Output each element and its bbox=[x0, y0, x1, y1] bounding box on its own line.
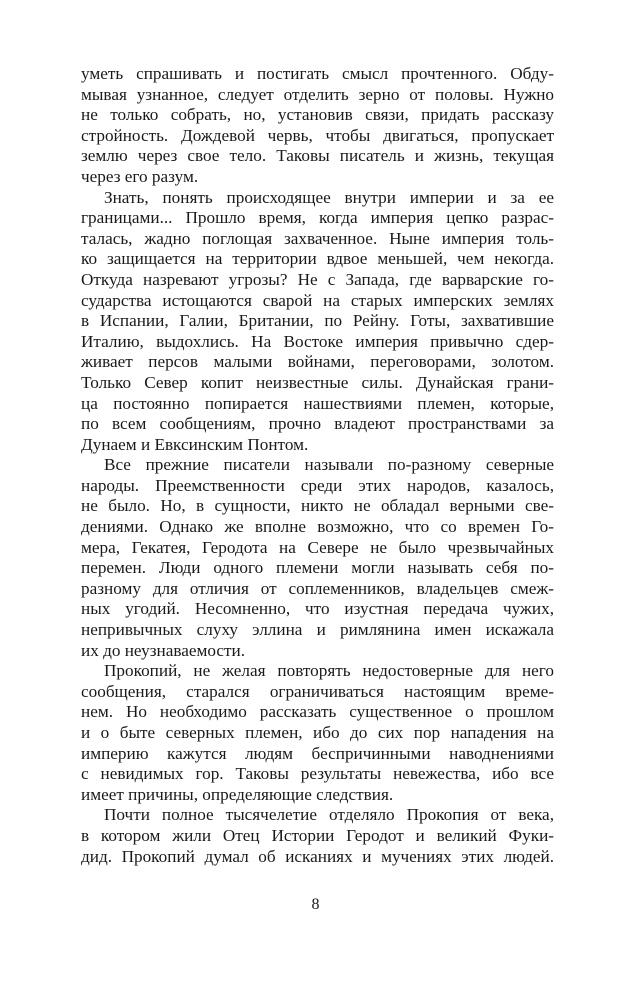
text-line: через его разум. bbox=[81, 166, 199, 186]
text-line: границами... Прошло время, когда империя цепко разрас- bbox=[81, 208, 554, 228]
text-line: непривычных слуху эллина и римлянина имен искажала bbox=[81, 620, 554, 640]
text-line: перемен. Люди одного племени могли называть себя по- bbox=[81, 558, 554, 578]
text-line: разному для отличия от соплеменников, владельцев смеж- bbox=[81, 578, 554, 598]
text-line: в котором жили Отец Истории Геродот и великий Фуки- bbox=[81, 825, 554, 845]
text-line: землю через свое тело. Таковы писатель и жизнь, текущая bbox=[81, 146, 554, 166]
text-line: их до неузнаваемости. bbox=[81, 640, 246, 660]
text-line: Только Север копит неизвестные силы. Дунайская грани- bbox=[81, 372, 554, 392]
text-line: Италию, выдохлись. На Востоке империя привычно сдер- bbox=[81, 331, 554, 351]
text-line: народы. Преемственности среди этих народов, казалось, bbox=[81, 475, 554, 495]
paragraph-first-line: Прокопий, не желая повторять недостоверные для него bbox=[104, 661, 554, 681]
text-line: имеет причины, определяющие следствия. bbox=[81, 784, 394, 804]
text-line: ко защищается на территории вдвое меньшей, чем некогда. bbox=[81, 249, 554, 269]
text-line: по всем сообщениям, прочно владеют пространствами за bbox=[81, 414, 554, 434]
text-line: ных угодий. Несомненно, что изустная передача чужих, bbox=[81, 599, 554, 619]
text-line: не только собрать, но, установив связи, придать рассказу bbox=[81, 105, 554, 125]
text-line: сударства истощаются сварой на старых имперских землях bbox=[81, 290, 554, 310]
text-line: сообщения, старался ограничиваться настоящим време- bbox=[81, 681, 554, 701]
text-line: уметь спрашивать и постигать смысл прочтенного. Обду- bbox=[81, 64, 554, 83]
paragraph-first-line: Знать, понять происходящее внутри империи и за ее bbox=[104, 187, 554, 207]
text-line: живает персов малыми войнами, переговорами, золотом. bbox=[81, 352, 554, 372]
body-text bbox=[81, 64, 554, 867]
text-line: талась, жадно поглощая захваченное. Ныне империя толь- bbox=[81, 228, 554, 248]
text-line: не было. Но, в сущности, никто не обладал верными све- bbox=[81, 496, 554, 516]
text-line: империю кажутся людям беспричинными наводнениями bbox=[81, 743, 554, 763]
text-line: дид. Прокопий думал об исканиях и мучениях этих людей. bbox=[81, 846, 554, 866]
paragraph-first-line: Все прежние писатели называли по-разному северные bbox=[104, 455, 554, 475]
text-line: ца постоянно попирается нашествиями племен, которые, bbox=[81, 393, 554, 413]
text-line: с невидимых гор. Таковы результаты невежества, ибо все bbox=[81, 764, 554, 784]
page-number: 8 bbox=[311, 896, 320, 913]
text-line: дениями. Однако же вполне возможно, что со времен Го- bbox=[81, 517, 554, 537]
text-line: мера, Гекатея, Геродота на Севере не было чрезвычайных bbox=[81, 537, 554, 557]
text-line: в Испании, Галии, Британии, по Рейну. Готы, захватившие bbox=[81, 311, 554, 331]
text-line: Откуда назревают угрозы? Не с Запада, где варварские го- bbox=[81, 269, 554, 289]
text-line: мывая узнанное, следует отделить зерно от половы. Нужно bbox=[81, 84, 554, 104]
text-line: нем. Но необходимо рассказать существенное о прошлом bbox=[81, 702, 554, 722]
text-line: Дунаем и Евксинским Понтом. bbox=[81, 434, 309, 454]
text-line: и о быте северных племен, ибо до сих пор нападения на bbox=[81, 723, 554, 742]
paragraph-first-line: Почти полное тысячелетие отделяло Прокопия от века, bbox=[104, 805, 554, 825]
text-line: стройность. Дождевой червь, чтобы двигаться, пропускает bbox=[81, 125, 554, 145]
